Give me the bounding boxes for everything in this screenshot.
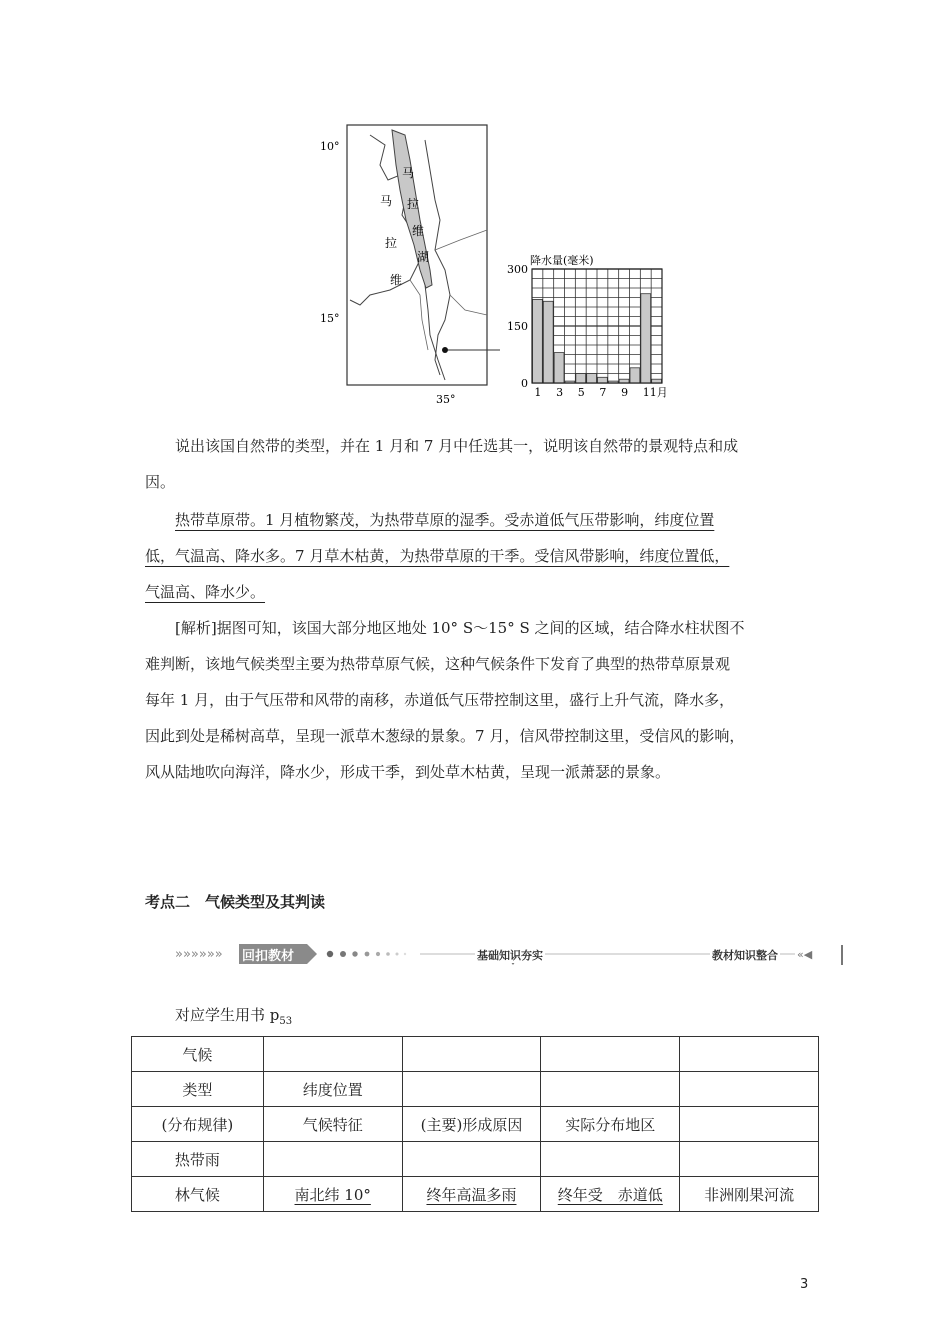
country-label-3: 维 [390,273,403,287]
station-dot [442,347,448,353]
section-banner [175,941,850,971]
answer-line-3 [145,574,810,610]
answer-text-1: 热带草原带。1 月植物繁茂，为热带草原的湿季。受赤道低气压带影响，纬度位置 [175,511,715,529]
x-tick-label: 3 [556,386,564,399]
answer-text-3: 气温高、降水少。 [145,583,266,601]
bar-10 [630,368,640,383]
table-cell [680,1072,819,1107]
table-cell: 气候 [132,1037,264,1072]
banner-left-label: 回扣教材 [242,949,295,964]
bar-5 [576,374,586,384]
climate-table [131,1036,819,1212]
answer [145,502,810,610]
precip-chart [500,250,680,400]
table-cell [402,1072,541,1107]
back-arrows-icon: «◀ [797,948,813,961]
table-row [132,1037,819,1072]
table-cell [402,1177,541,1212]
table-row [132,1142,819,1177]
lake-label-1: 马 [402,166,415,180]
question [145,428,810,500]
table-cell [541,1072,680,1107]
bar-6 [587,374,597,384]
analysis-line-4: 因此到处是稀树高草，呈现一派草木葱绿的景象。7 月，信风带控制这里，受信风的影响， [145,727,745,745]
banner-mid-label: 基础知识夯实 [477,949,543,962]
table-cell [402,1037,541,1072]
bar-7 [598,377,608,383]
bar-1 [533,299,543,383]
table-cell: (主要)形成原因 [402,1107,541,1142]
table-cell [680,1037,819,1072]
table-cell [263,1142,402,1177]
book-reference [175,1004,292,1027]
lake-label-4: 湖 [417,250,430,264]
table-cell: 林气候 [132,1177,264,1212]
bar-3 [554,353,564,383]
x-tick-label: 11月 [642,386,668,399]
x-tick-label: 1 [534,386,542,399]
ref-text: 对应学生用书 p [175,1006,280,1024]
bar-11 [641,294,651,383]
table-cell: 非洲刚果河流 [680,1177,819,1212]
ref-page: 53 [279,1016,293,1027]
analysis-line-5: 风从陆地吹向海洋，降水少，形成干季，到处草木枯黄，呈现一派萧瑟的景象。 [145,763,671,781]
table-row [132,1177,819,1212]
table-row [132,1072,819,1107]
table-cell [541,1037,680,1072]
cell-answer: 终年受 赤道低 [557,1185,663,1204]
question-line-2: 因。 [145,473,176,491]
analysis-line-3: 每年 1 月，由于气压带和风带的南移，赤道低气压带控制这里，盛行上升气流，降水多， [145,691,735,709]
table-cell [263,1037,402,1072]
bar-2 [543,301,553,383]
country-label-2: 拉 [385,236,398,250]
analysis-line-1: [解析]据图可知，该国大部分地区地处 10° S～15° S 之间的区域，结合降水柱状图不 [175,619,745,637]
answer-text-2: 低，气温高、降水多。7 月草木枯黄，为热带草原的干季。受信风带影响，纬度位置低， [145,547,730,565]
table-cell [402,1142,541,1177]
analysis [145,610,810,790]
question-line-1: 说出该国自然带的类型，并在 1 月和 7 月中任选其一，说明该自然带的景观特点和成 [175,437,739,455]
section-title: 考点二 气候类型及其判读 [145,893,326,911]
table-cell [680,1107,819,1142]
chevrons-icon: »»»»»» [175,947,223,962]
table-cell [680,1142,819,1177]
lake-label-2: 拉 [407,197,420,211]
y-tick-label: 150 [507,320,528,333]
y-tick-label: 0 [521,377,528,390]
table-row [132,1107,819,1142]
x-tick-label: 9 [621,386,629,399]
chart-title: 降水量(毫米) [530,254,594,267]
table-cell: 气候特征 [263,1107,402,1142]
lon-label: 35° [436,393,456,406]
cell-answer: 终年高温多雨 [426,1185,517,1204]
country-label-1: 马 [380,194,393,208]
y-tick-label: 300 [507,263,528,276]
lat-bottom-label: 15° [320,312,340,325]
table-cell [541,1142,680,1177]
table-cell [541,1177,680,1212]
malawi-map [310,120,500,410]
x-tick-label: 5 [577,386,585,399]
lake-label-3: 维 [412,224,425,238]
analysis-line-2: 难判断，该地气候类型主要为热带草原气候，这种气候条件下发育了典型的热带草原景观 [145,655,731,673]
table-cell: 热带雨 [132,1142,264,1177]
banner-right-label: 教材知识整合 [712,949,778,962]
table-cell [263,1177,402,1212]
page-number: 3 [800,1277,809,1292]
answer-line-2 [145,538,810,574]
table-cell: 类型 [132,1072,264,1107]
answer-line-1 [145,502,810,538]
lat-top-label: 10° [320,140,340,153]
table-cell: 实际分布地区 [541,1107,680,1142]
cell-answer: 南北纬 10° [294,1185,371,1204]
x-tick-label: 7 [599,386,607,399]
table-cell: (分布规律) [132,1107,264,1142]
table-cell: 纬度位置 [263,1072,402,1107]
